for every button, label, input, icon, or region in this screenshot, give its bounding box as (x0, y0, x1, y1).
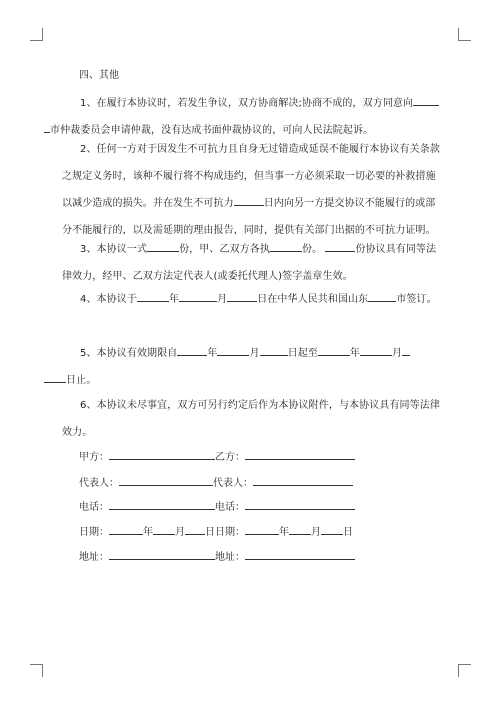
rep-b-label: 代表人： (213, 478, 253, 489)
clause-3-text-a: 3、本协议一式 (80, 244, 148, 255)
month-label: 月 (217, 294, 228, 305)
blank-field[interactable] (413, 95, 439, 106)
clause-1-text-b: 市仲裁委员会申请仲裁，没有达成书面仲裁协议的，可向人民法院起诉。 (50, 125, 374, 136)
addr-b-field[interactable] (245, 549, 355, 560)
blank-field[interactable] (217, 345, 249, 356)
blank-field[interactable] (227, 291, 257, 302)
signature-row-party (79, 449, 355, 465)
clause-4-text-d: 日在中华人民共和国山东 (257, 294, 369, 305)
day-label: 日 (343, 527, 353, 538)
rep-a-field[interactable] (119, 475, 213, 486)
clause-5-text-g: 日止。 (66, 375, 97, 386)
date-b-label: 日日期： (205, 527, 245, 538)
blank-field[interactable] (270, 241, 302, 252)
clause-4-text-a: 4、本协议于 (80, 294, 137, 305)
month-label: 月 (392, 348, 403, 359)
crop-mark-bottom-left (30, 664, 43, 677)
clause-3 (62, 236, 444, 290)
date-b-day-field[interactable] (321, 524, 343, 535)
blank-field[interactable] (402, 345, 410, 356)
month-label: 月 (311, 527, 321, 538)
signature-row-address (79, 549, 355, 565)
blank-field[interactable] (147, 241, 179, 252)
addr-a-label: 地址： (79, 552, 109, 563)
clause-3-text-b: 份，甲、乙双方各执 (179, 244, 270, 255)
year-label: 年 (143, 527, 153, 538)
blank-field[interactable] (260, 345, 288, 356)
blank-field[interactable] (325, 241, 355, 252)
clause-4 (62, 286, 444, 313)
month-label: 月 (249, 348, 260, 359)
year-label: 年 (207, 348, 218, 359)
crop-mark-top-left (30, 28, 43, 41)
phone-b-field[interactable] (245, 499, 355, 510)
party-a-field[interactable] (109, 449, 215, 460)
clause-2 (62, 136, 444, 244)
year-label: 年 (279, 527, 289, 538)
month-label: 月 (175, 527, 185, 538)
phone-b-label: 电话： (215, 502, 245, 513)
clause-5-text-d: 日起至 (287, 348, 318, 359)
signature-row-date (79, 524, 353, 540)
date-a-label: 日期： (79, 527, 109, 538)
date-a-day-field[interactable] (185, 524, 205, 535)
clause-1-text-a: 1、在履行本协议时，若发生争议，双方协商解决;协商不成的，双方同意向 (80, 98, 414, 109)
crop-mark-bottom-right (458, 664, 471, 677)
addr-b-label: 地址： (215, 552, 245, 563)
year-label: 年 (168, 294, 180, 305)
blank-field[interactable] (360, 345, 392, 356)
date-a-year-field[interactable] (109, 524, 143, 535)
blank-field[interactable] (177, 345, 207, 356)
phone-a-label: 电话： (79, 502, 109, 513)
crop-mark-top-right (458, 28, 471, 41)
party-b-label: 乙方： (215, 452, 245, 463)
addr-a-field[interactable] (109, 549, 215, 560)
date-b-year-field[interactable] (245, 524, 279, 535)
blank-field[interactable] (44, 372, 66, 383)
party-b-field[interactable] (245, 449, 355, 460)
clause-4-text-e: 市签订。 (396, 294, 437, 305)
blank-field[interactable] (137, 291, 169, 302)
blank-field[interactable] (179, 291, 217, 302)
date-b-month-field[interactable] (289, 524, 311, 535)
clause-3-text-d: 份协议具有同等法律效力，经甲、乙双方法定代表人(或委托代理人)签字盖章生效。 (62, 244, 437, 282)
party-a-label: 甲方： (79, 452, 109, 463)
rep-b-field[interactable] (253, 475, 353, 486)
blank-field[interactable] (234, 195, 264, 206)
phone-a-field[interactable] (109, 499, 215, 510)
blank-field[interactable] (368, 291, 396, 302)
year-label: 年 (349, 348, 361, 359)
blank-field[interactable] (318, 345, 350, 356)
clause-6: 6、本协议未尽事宜，双方可另行约定后作为本协议附件，与本协议具有同等法律效力。 (62, 400, 440, 438)
signature-row-representative (79, 475, 353, 491)
rep-a-label: 代表人： (79, 478, 119, 489)
clause-5 (62, 340, 444, 394)
clause-5-text-a: 5、本协议有效期限自 (80, 348, 178, 359)
clause-3-text-c: 份。 (301, 244, 323, 255)
clause-2-text-b: 日内向另一方提交协议不能履行的或部分不能履行的，以及需延期的理由报告，同时，提供有关部门出据的不可抗力证明。 (62, 198, 436, 236)
signature-row-phone (79, 499, 355, 515)
clause-2-text-a: 2、任何一方对于因发生不可抗力且自身无过错造成延误不能履行本协议有关条款之规定义务时，该种不履行将不构成违约，但当事一方必须采取一切必要的补救措施以减少造成的损失。并在发生不可抗力 (62, 144, 440, 209)
section-heading: 四、其他 (79, 70, 119, 81)
date-a-month-field[interactable] (153, 524, 175, 535)
